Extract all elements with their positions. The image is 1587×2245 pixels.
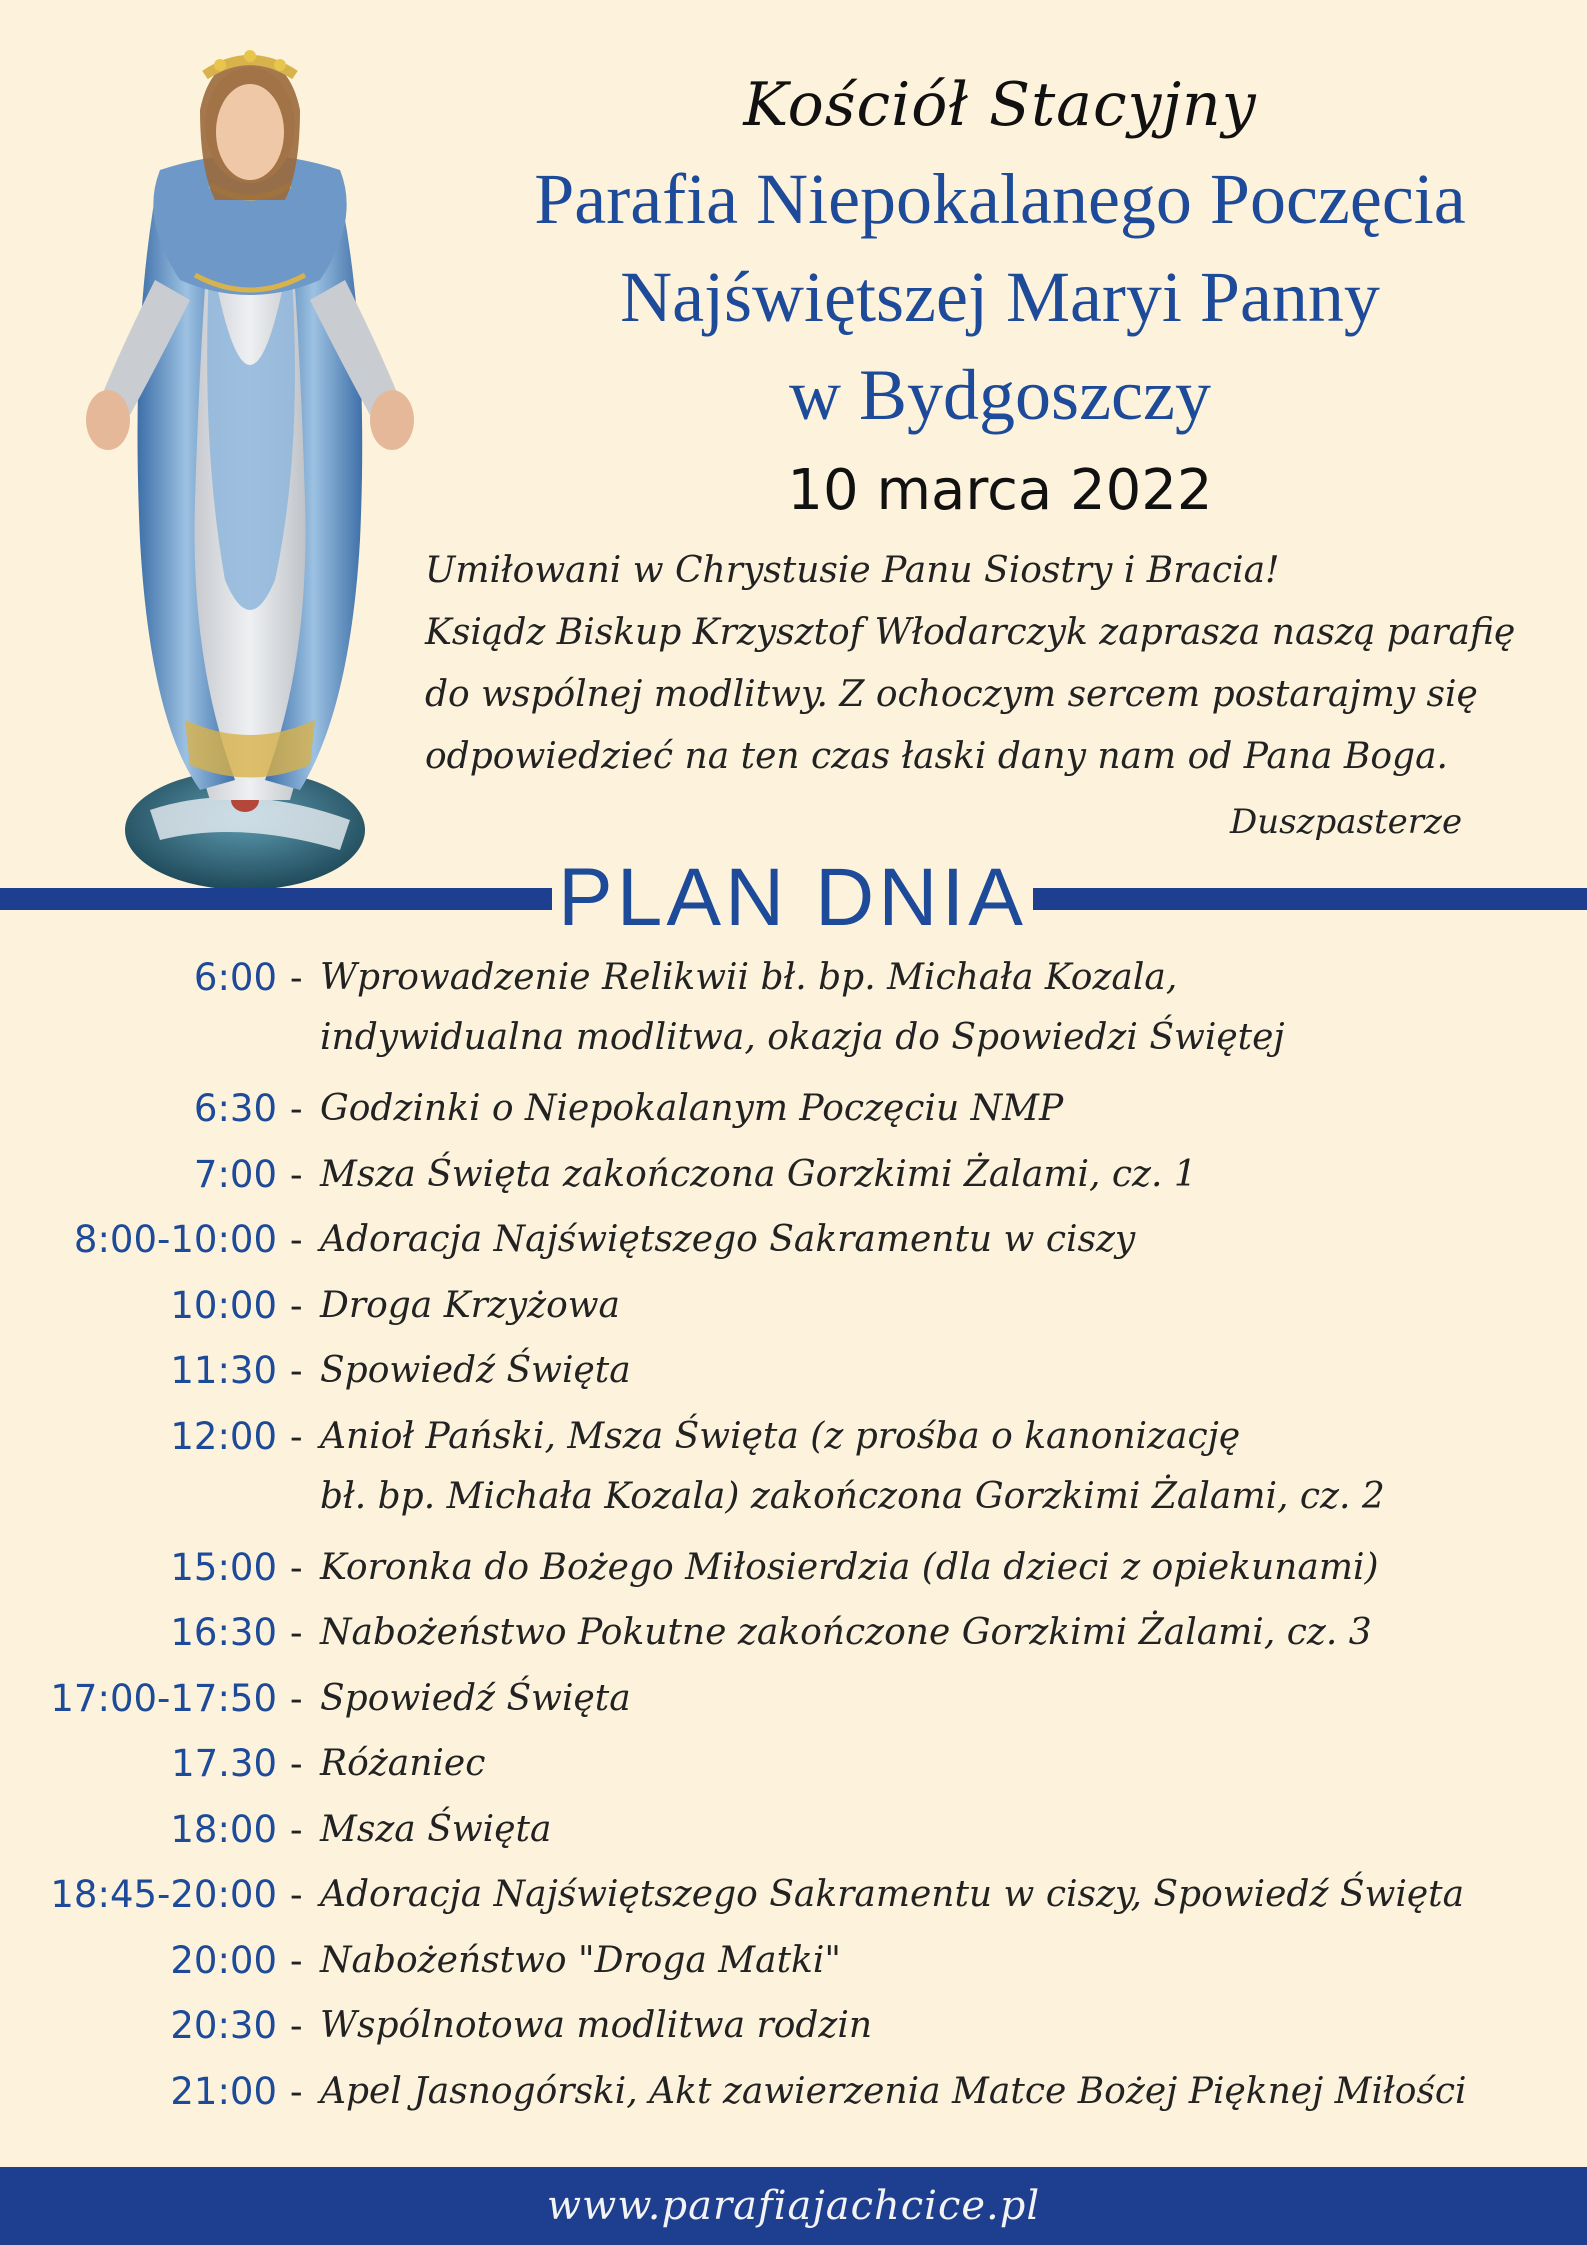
schedule-description-line: bł. bp. Michała Kozala) zakończona Gorzkimi Żalami, cz. 2 <box>320 1475 1385 1517</box>
schedule-description <box>320 1603 1372 1663</box>
schedule-description <box>320 1931 841 1991</box>
schedule-dash: - <box>290 956 303 999</box>
intro-text <box>425 540 1555 788</box>
schedule-description <box>320 1800 551 1860</box>
schedule-description-line: Anioł Pański, Msza Święta (z prośba o kanonizację <box>320 1415 1241 1457</box>
schedule-row <box>0 1538 1587 1604</box>
church-title: Kościół Stacyjny <box>743 70 1257 140</box>
mary-statue-image <box>60 20 440 890</box>
schedule-description-line: Msza Święta zakończona Gorzkimi Żalami, cz. 1 <box>320 1153 1197 1195</box>
schedule-description-line: Wprowadzenie Relikwii bł. bp. Michała Kozala, <box>320 957 1178 998</box>
parish-name-line-1: Parafia Niepokalanego Poczęcia <box>534 159 1466 239</box>
schedule-description <box>320 1669 631 1729</box>
schedule-time: 17.30 <box>171 1742 277 1785</box>
intro-line: do wspólnej modlitwy. Z ochoczym sercem postarajmy się <box>425 674 1478 715</box>
schedule-time: 6:00 <box>193 956 277 999</box>
schedule-dash: - <box>290 1349 303 1392</box>
schedule-time: 7:00 <box>193 1152 277 1196</box>
schedule-description <box>320 1407 1385 1527</box>
schedule-row <box>0 1341 1587 1407</box>
intro-line: Umiłowani w Chrystusie Panu Siostry i Bracia! <box>425 550 1280 591</box>
parish-name-line-2: Najświętszej Maryi Panny <box>620 257 1380 337</box>
schedule-dash: - <box>290 1218 303 1261</box>
schedule-dash: - <box>290 1938 303 1982</box>
schedule-time: 15:00 <box>170 1545 277 1589</box>
footer-bar <box>0 2167 1587 2245</box>
schedule-description <box>320 1734 485 1794</box>
schedule-row <box>0 1603 1587 1669</box>
schedule-row <box>0 2062 1587 2128</box>
signature: Duszpasterze <box>1230 802 1463 842</box>
schedule-row <box>0 1407 1587 1538</box>
schedule-row <box>0 1210 1587 1276</box>
schedule-dash: - <box>290 1087 303 1130</box>
parish-name-line-3: w Bydgoszczy <box>789 355 1211 435</box>
divider-bar-left <box>0 888 552 910</box>
schedule-description-line: Msza Święta <box>320 1808 552 1850</box>
schedule-dash: - <box>290 1152 303 1196</box>
schedule-description <box>320 1079 1063 1139</box>
schedule-time: 20:00 <box>170 1938 277 1982</box>
schedule-list <box>0 948 1587 2127</box>
schedule-description <box>320 1865 1464 1925</box>
schedule-description-line: Adoracja Najświętszego Sakramentu w ciszy <box>320 1219 1136 1260</box>
schedule-description-line: Nabożeństwo "Droga Matki" <box>320 1939 841 1981</box>
schedule-description <box>320 1996 872 2056</box>
schedule-time: 17:00-17:50 <box>50 1676 277 1720</box>
schedule-dash: - <box>290 1742 303 1785</box>
schedule-row <box>0 1800 1587 1866</box>
schedule-description-line: Apel Jasnogórski, Akt zawierzenia Matce Bożej Pięknej Miłości <box>320 2070 1467 2112</box>
schedule-description-line: Koronka do Bożego Miłosierdzia (dla dzieci z opiekunami) <box>320 1546 1379 1588</box>
schedule-row <box>0 1276 1587 1342</box>
schedule-description <box>320 1145 1197 1205</box>
website-url: www.parafiajachcice.pl <box>546 2183 1041 2229</box>
intro-line: odpowiedzieć na ten czas łaski dany nam od Pana Boga. <box>425 736 1448 777</box>
schedule-row <box>0 1669 1587 1735</box>
header <box>440 60 1560 534</box>
schedule-description <box>320 1538 1379 1598</box>
schedule-time: 12:00 <box>170 1414 277 1458</box>
schedule-row <box>0 1865 1587 1931</box>
schedule-dash: - <box>290 1414 303 1458</box>
schedule-description-line: indywidualna modlitwa, okazja do Spowiedzi Świętej <box>320 1017 1285 1058</box>
schedule-time: 18:00 <box>170 1807 277 1851</box>
schedule-time: 6:30 <box>193 1087 277 1130</box>
schedule-description-line: Spowiedź Święta <box>320 1677 631 1719</box>
schedule-time: 10:00 <box>170 1283 277 1327</box>
schedule-dash: - <box>290 1676 303 1720</box>
schedule-dash: - <box>290 1807 303 1851</box>
schedule-row <box>0 1996 1587 2062</box>
schedule-description <box>320 1341 631 1401</box>
schedule-description-line: Różaniec <box>320 1743 486 1784</box>
schedule-dash: - <box>290 2069 303 2113</box>
schedule-dash: - <box>290 1873 303 1916</box>
schedule-description-line: Godzinki o Niepokalanym Poczęciu NMP <box>320 1088 1064 1129</box>
schedule-description-line: Adoracja Najświętszego Sakramentu w ciszy, Spowiedź Święta <box>320 1874 1465 1915</box>
intro-line: Ksiądz Biskup Krzysztof Włodarczyk zaprasza naszą parafię <box>425 612 1516 653</box>
schedule-time: 8:00-10:00 <box>73 1218 277 1261</box>
schedule-description-line: Nabożeństwo Pokutne zakończone Gorzkimi Żalami, cz. 3 <box>320 1612 1372 1653</box>
schedule-dash: - <box>290 1545 303 1589</box>
schedule-description-line: Droga Krzyżowa <box>320 1284 621 1326</box>
schedule-description <box>320 2062 1467 2122</box>
schedule-description <box>320 1210 1135 1270</box>
schedule-time: 21:00 <box>170 2069 277 2113</box>
schedule-row <box>0 948 1587 1079</box>
divider-bar-right <box>1033 888 1587 910</box>
event-date: 10 marca 2022 <box>787 458 1213 523</box>
schedule-description-line: Spowiedź Święta <box>320 1350 631 1391</box>
schedule-row <box>0 1931 1587 1997</box>
schedule-row <box>0 1145 1587 1211</box>
schedule-description <box>320 948 1285 1068</box>
schedule-description <box>320 1276 620 1336</box>
schedule-dash: - <box>290 2004 303 2047</box>
schedule-description-line: Wspólnotowa modlitwa rodzin <box>320 2005 873 2046</box>
plan-title: PLAN DNIA <box>558 852 1027 943</box>
schedule-time: 18:45-20:00 <box>50 1873 277 1916</box>
schedule-time: 16:30 <box>170 1611 277 1654</box>
schedule-dash: - <box>290 1283 303 1327</box>
schedule-time: 20:30 <box>170 2004 277 2047</box>
schedule-dash: - <box>290 1611 303 1654</box>
schedule-row <box>0 1734 1587 1800</box>
schedule-row <box>0 1079 1587 1145</box>
schedule-time: 11:30 <box>170 1349 277 1392</box>
